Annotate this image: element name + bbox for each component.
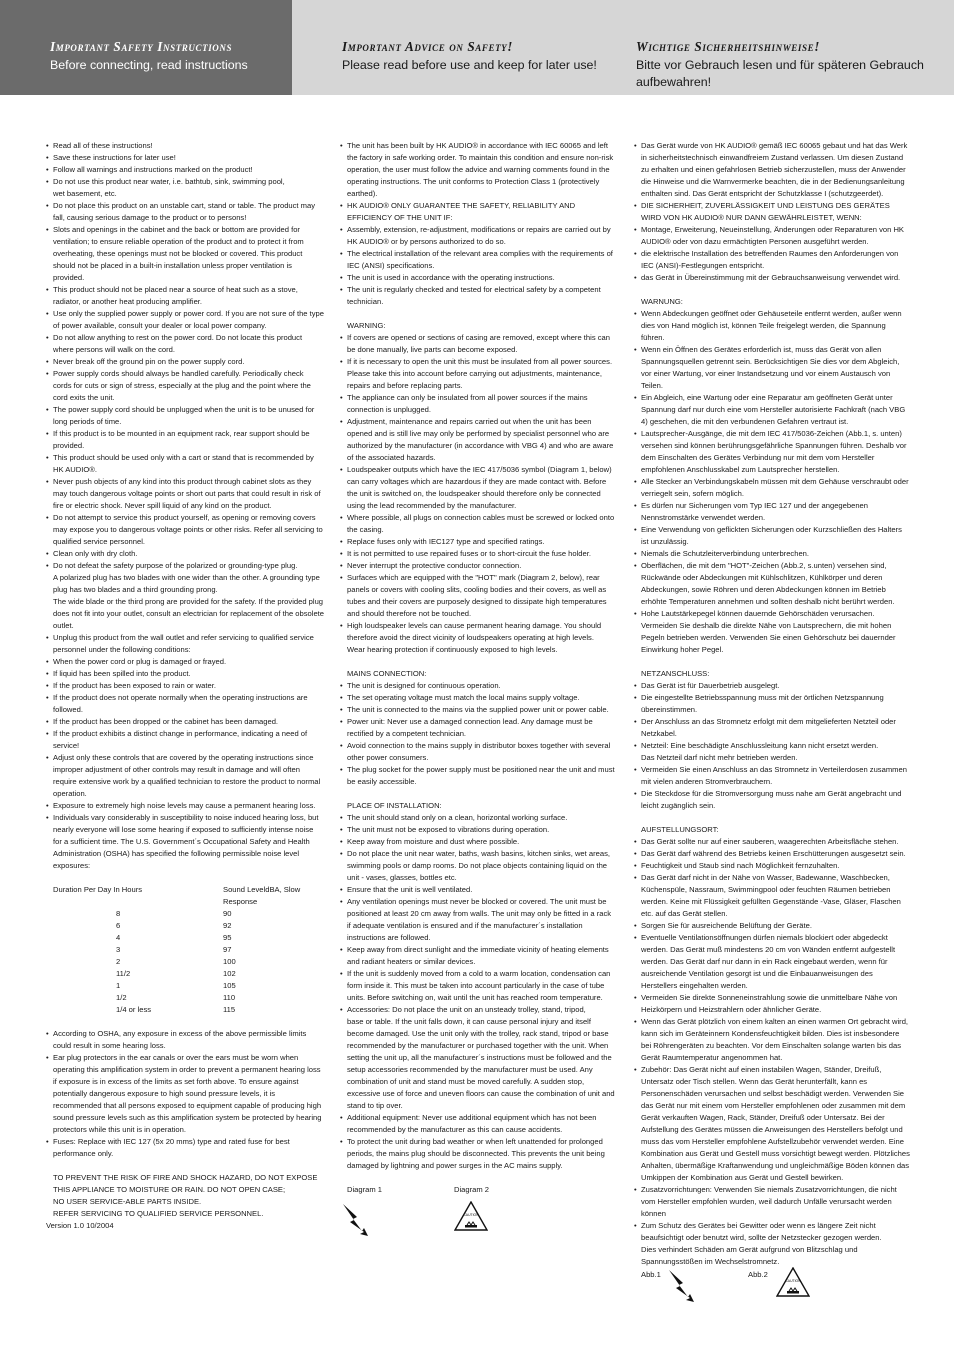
table-row	[53, 980, 324, 992]
level-cell: 92	[223, 921, 232, 930]
list-item: • The unit is used in accordance with the operating instructions.	[340, 272, 616, 284]
list-item: • The unit has been built by HK AUDIO® in accordance with IEC 60065 and left the factory in safe working order. To maintain this condition and ensure non-risk operation, the user must follow the advice and warning comments found in the operating instructions. The unit conforms to Protection Class 1 (protectively earthed).	[340, 140, 616, 200]
header-en2	[292, 0, 624, 95]
table-header-level: Sound LeveldBA, Slow Response	[223, 885, 301, 906]
list-item: • Do not place the unit near water, baths, wash basins, kitchen sinks, wet areas, swimming pools or damp rooms. Do not place objects containing liquid on the unit - vases, glasses, bottles etc.	[340, 848, 616, 884]
list-item: • The plug socket for the power supply must be positioned near the unit and must be easily accessible.	[340, 764, 616, 788]
table-row	[53, 956, 324, 968]
duration-cell: 1/2	[116, 993, 127, 1002]
list-item: • Niemals die Schutzleiterverbindung unterbrechen.	[634, 548, 910, 560]
warning-list-de	[634, 308, 910, 656]
level-cell: 90	[223, 909, 232, 918]
version-label: Version 1.0 10/2004	[46, 1221, 114, 1230]
list-item: • Die eingestellte Betriebsspannung muss mit der örtlichen Netzspannung übereinstimmen.	[634, 692, 910, 716]
column-english-advice	[340, 140, 616, 1172]
list-item: • Exposure to extremely high noise levels may cause a permanent hearing loss.	[46, 800, 324, 812]
level-cell: 115	[223, 1005, 236, 1014]
column-german-instructions	[634, 140, 910, 1268]
list-item: • When the power cord or plug is damaged or frayed.	[46, 656, 324, 668]
header-en	[0, 0, 292, 95]
instruction-list-2	[46, 1028, 324, 1160]
header-title: Important Advice on Safety!	[342, 39, 514, 54]
duration-cell: 4	[116, 933, 121, 942]
header-title: Important Safety Instructions	[50, 39, 233, 54]
list-item: • Avoid connection to the mains supply in distributor boxes together with several other power consumers.	[340, 740, 616, 764]
list-item: • Eventuelle Ventilationsöffnungen dürfen niemals blockiert oder abgedeckt werden. Das Gerät muß mindestens 20 cm von Wänden entfernt aufgestellt werden. Das Gerät darf nur dann in ein Rack eingebaut werden, wenn für ausreichende Ventilation gesorgt ist und die Einbauanweisungen des Herstellers eingehalten werden.	[634, 932, 910, 992]
place-heading-de: AUFSTELLUNGSORT:	[641, 825, 719, 834]
list-item: • If the product does not operate normally when the operating instructions are followed.	[46, 692, 324, 716]
lightning-bolt-icon	[666, 1266, 696, 1302]
list-item: • High loudspeaker levels can cause permanent hearing damage. You should therefore avoid the direct vicinity of loudspeakers operating at high levels. Wear hearing protection if continuously exposed to high levels.	[340, 620, 616, 656]
list-item: • The electrical installation of the relevant area complies with the requirements of IEC (ANSI) specifications.	[340, 248, 616, 272]
list-item: • Any ventilation openings must never be blocked or covered. The unit must be positioned at least 20 cm away from walls. The unit may only be fitted in a rack if adequate ventilation is ensured and if the manufacturer´s installation instructions are followed.	[340, 896, 616, 944]
list-item: • Wenn Abdeckungen geöffnet oder Gehäuseteile entfernt werden, außer wenn dies von Hand möglich ist, können Teile freigelegt werden, die Spannung führen.	[634, 308, 910, 344]
diagram-2-label: Diagram 2	[454, 1185, 490, 1194]
list-item: • If this product is to be mounted in an equipment rack, rear support should be provided.	[46, 428, 324, 452]
list-item: • Die Steckdose für die Stromversorgung muss nahe am Gerät angebracht und leicht zugänglich sein.	[634, 788, 910, 812]
list-item: • Never break off the ground pin on the power supply cord.	[46, 356, 324, 368]
list-item: • Das Gerät darf während des Betriebs keinen Erschütterungen ausgesetzt sein.	[634, 848, 910, 860]
list-item: • Power supply cords should always be handled carefully. Periodically check cords for cuts or sign of stress, especially at the plug and the point where the cord exits the unit.	[46, 368, 324, 404]
svg-text:CAUTION: CAUTION	[463, 1213, 479, 1217]
list-item: • Zusatzvorrichtungen: Verwenden Sie niemals Zusatzvorrichtungen, die nicht vom Hersteller empfohlen wurden, weil dadurch Unfälle verursacht werden können	[634, 1184, 910, 1220]
column-english-instructions	[46, 140, 324, 1232]
fire-shock-warning: TO PREVENT THE RISK OF FIRE AND SHOCK HAZARD, DO NOT EXPOSE THIS APPLIANCE TO MOISTURE OR RAIN. DO NOT OPEN CASE; NO USER SERVICE-ABLE PARTS INSIDE. REFER SERVICING TO QUALIFIED SERVICE PERSONNEL.	[53, 1173, 318, 1218]
table-header-duration: Duration Per Day In Hours	[53, 885, 143, 894]
table-header-row	[53, 884, 324, 908]
intro-list-de	[634, 140, 910, 284]
warning-heading-de: WARNUNG:	[641, 297, 683, 306]
instruction-list	[46, 140, 324, 872]
list-item: • Das Gerät ist für Dauerbetrieb ausgelegt.	[634, 680, 910, 692]
header-subtitle: Bitte vor Gebrauch lesen und für späteren Gebrauch aufbewahren!	[636, 58, 924, 89]
abb-1-label: Abb.1	[641, 1270, 661, 1279]
level-cell: 105	[223, 981, 236, 990]
list-item: • Clean only with dry cloth.	[46, 548, 324, 560]
duration-cell: 3	[116, 945, 121, 954]
list-item: • Eine Verwendung von geflickten Sicherungen oder Kurzschließen des Halters ist unzulässig.	[634, 524, 910, 548]
table-row	[53, 944, 324, 956]
list-item: • If the product has been dropped or the cabinet has been damaged.	[46, 716, 324, 728]
list-item: • Adjust only these controls that are covered by the operating instructions since improper adjustment of other controls may result in damage and will often require extensive work by a qualified technician to restore the product to normal operation.	[46, 752, 324, 800]
list-item: • Power unit: Never use a damaged connection lead. Any damage must be rectified by a competent technician.	[340, 716, 616, 740]
list-item: • This product should not be placed near a source of heat such as a stove, radiator, or another heat producing amplifier.	[46, 284, 324, 308]
list-item: • Do not defeat the safety purpose of the polarized or grounding-type plug. A polarized plug has two blades with one wider than the other. A grounding type plug has two blades and a third grounding prong. The wide blade or the third prong are provided for the safety. If the provided plug does not fit into your outlet, consult an electrician for replacement of the obsolete outlet.	[46, 560, 324, 632]
hot-surface-warning-icon	[776, 1267, 810, 1297]
list-item: • Zum Schutz des Gerätes bei Gewitter oder wenn es längere Zeit nicht beaufsichtigt oder benutzt wird, sollte der Netzstecker gezogen werden. Dies verhindert Schäden am Gerät aufgrund von Blitzschlag und Spannungsstößen im Wechselstromnetz.	[634, 1220, 910, 1268]
list-item: • die elektrische Installation des betreffenden Raumes den Anforderungen von IEC (ANSI)-Festlegungen entspricht.	[634, 248, 910, 272]
list-item: • Follow all warnings and instructions marked on the product!	[46, 164, 324, 176]
duration-cell: 1/4 or less	[116, 1005, 152, 1014]
list-item: • Do not use this product near water, i.e. bathtub, sink, swimming pool, wet basement, etc.	[46, 176, 324, 200]
level-cell: 95	[223, 933, 232, 942]
table-row	[53, 992, 324, 1004]
list-item: • Montage, Erweiterung, Neueinstellung, Änderungen oder Reparaturen von HK AUDIO® oder von dazu ermächtigten Personen ausgeführt werden.	[634, 224, 910, 248]
list-item: • Additional equipment: Never use additional equipment which has not been recommended by the manufacturer as this can cause accidents.	[340, 1112, 616, 1136]
list-item: • If the product has been exposed to rain or water.	[46, 680, 324, 692]
header-subtitle: Please read before use and keep for later use!	[342, 58, 597, 72]
list-item: • Der Anschluss an das Stromnetz erfolgt mit dem mitgelieferten Netzteil oder Netzkabel.	[634, 716, 910, 740]
list-item: • Vermeiden Sie direkte Sonneneinstrahlung sowie die unmittelbare Nähe von Heizkörpern und Heizstrahlern oder ähnlicher Geräte.	[634, 992, 910, 1016]
lightning-bolt-icon	[340, 1200, 370, 1236]
list-item: • If the unit is suddenly moved from a cold to a warm location, condensation can form inside it. This must be taken into account particularly in the case of tube units. Before switching on, wait until the unit has reached room temperature.	[340, 968, 616, 1004]
list-item: • Unplug this product from the wall outlet and refer servicing to qualified service personnel under the following conditions:	[46, 632, 324, 656]
list-item: • If the product exhibits a distinct change in performance, indicating a need of service!	[46, 728, 324, 752]
mains-heading-de: NETZANSCHLUSS:	[641, 669, 710, 678]
hot-surface-warning-icon	[454, 1201, 488, 1231]
place-list-de	[634, 836, 910, 1268]
duration-cell: 1	[116, 981, 121, 990]
list-item: • To protect the unit during bad weather or when left unattended for prolonged periods, the mains plug should be disconnected. This prevents the unit being damaged by lightning and power surges in the AC mains supply.	[340, 1136, 616, 1172]
header-de	[624, 0, 954, 95]
diagram-1-label: Diagram 1	[347, 1185, 383, 1194]
level-cell: 100	[223, 957, 236, 966]
list-item: • If it is necessary to open the unit this must be insulated from all power sources. Please take this into account before carrying out adjustments, maintenance, repairs and before replacing parts.	[340, 356, 616, 392]
list-item: • Keep away from moisture and dust where possible.	[340, 836, 616, 848]
list-item: • Keep away from direct sunlight and the immediate vicinity of heating elements and radiant heaters or similar devices.	[340, 944, 616, 968]
list-item: • The power supply cord should be unplugged when the unit is to be unused for long periods of time.	[46, 404, 324, 428]
list-item: • Replace fuses only with IEC127 type and specified ratings.	[340, 536, 616, 548]
list-item: • Das Gerät darf nicht in der Nähe von Wasser, Badewanne, Waschbecken, Küchenspüle, Nassraum, Swimmingpool oder feuchten Räumen betrieben werden. Keine mit Flüssigkeit gefüllten Gegenstände -Vase, Gläser, Flaschen etc. auf das Gerät stellen.	[634, 872, 910, 920]
warning-heading: WARNING:	[347, 321, 386, 330]
list-item: • Do not place this product on an unstable cart, stand or table. The product may fall, causing serious damage to the product or to persons!	[46, 200, 324, 224]
list-item: • Do not allow anything to rest on the power cord. Do not locate this product where persons will walk on the cord.	[46, 332, 324, 356]
list-item: • If liquid has been spilled into the product.	[46, 668, 324, 680]
list-item: • Ensure that the unit is well ventilated.	[340, 884, 616, 896]
list-item: • Sorgen Sie für ausreichende Belüftung der Geräte.	[634, 920, 910, 932]
mains-heading: MAINS CONNECTION:	[347, 669, 427, 678]
list-item: • Assembly, extension, re-adjustment, modifications or repairs are carried out by HK AUDIO® or by persons authorized to do so.	[340, 224, 616, 248]
intro-list	[340, 140, 616, 308]
list-item: • Fuses: Replace with IEC 127 (5x 20 mms) type and rated fuse for best performance only.	[46, 1136, 324, 1160]
list-item: • Wenn ein Öffnen des Gerätes erforderlich ist, muss das Gerät von allen Spannungsquellen getrennt sein. Berücksichtigen Sie dies vor dem Abgleich, vor einer Wartung, vor einer Instandsetzung und vor einem Austausch von Teilen.	[634, 344, 910, 392]
list-item: • DIE SICHERHEIT, ZUVERLÄSSIGKEIT UND LEISTUNG DES GERÄTES WIRD VON HK AUDIO® NUR DANN GEWÄHRLEISTET, WENN:	[634, 200, 910, 224]
list-item: • Save these instructions for later use!	[46, 152, 324, 164]
list-item: • Where possible, all plugs on connection cables must be screwed or locked onto the casing.	[340, 512, 616, 536]
duration-cell: 6	[116, 921, 121, 930]
list-item: • The unit is connected to the mains via the supplied power unit or power cable.	[340, 704, 616, 716]
warning-list	[340, 332, 616, 656]
list-item: • The set operating voltage must match the local mains supply voltage.	[340, 692, 616, 704]
list-item: • Loudspeaker outputs which have the IEC 417/5036 symbol (Diagram 1, below) can carry voltages which are hazardous if they are made contact with. Before the unit is switched on, the loudspeaker should therefore only be connected using the lead recommended by the manufacturer.	[340, 464, 616, 512]
table-row	[53, 920, 324, 932]
list-item: • das Gerät in Übereinstimmung mit der Gebrauchsanweisung verwendet wird.	[634, 272, 910, 284]
list-item: • Read all of these instructions!	[46, 140, 324, 152]
list-item: • Das Gerät wurde von HK AUDIO® gemäß IEC 60065 gebaut und hat das Werk in sicherheitstechnisch einwandfreiem Zustand verlassen. Um diesen Zustand zu erhalten und einen gefahrlosen Betrieb sicherzustellen, muss der Anwender die Hinweise und die Warnvermerke beachten, die in der Bedienungsanleitung enthalten sind. Das Gerät entspricht der Schutzklasse I (schutzgeerdet).	[634, 140, 910, 200]
list-item: • Never push objects of any kind into this product through cabinet slots as they may touch dangerous voltage points or short out parts that could result in risk of fire or electric shock. Never spill liquid of any kind on the product.	[46, 476, 324, 512]
duration-cell: 2	[116, 957, 121, 966]
list-item: • Do not attempt to service this product yourself, as opening or removing covers may expose you to dangerous voltage points or other risks. Refer all servicing to qualified service personnel.	[46, 512, 324, 548]
list-item: • Slots and openings in the cabinet and the back or bottom are provided for ventilation; to ensure reliable operation of the product and to protect it from overheating, these openings must not be blocked or covered. This product should not be placed in a built-in installation unless proper ventilation is provided.	[46, 224, 324, 284]
list-item: • If covers are opened or sections of casing are removed, except where this can be done manually, live parts can become exposed.	[340, 332, 616, 356]
list-item: • Es dürfen nur Sicherungen vom Typ IEC 127 und der angegebenen Nennstromstärke verwendet werden.	[634, 500, 910, 524]
place-heading: PLACE OF INSTALLATION:	[347, 801, 442, 810]
list-item: • Feuchtigkeit und Staub sind nach Möglichkeit fernzuhalten.	[634, 860, 910, 872]
duration-cell: 8	[116, 909, 121, 918]
level-cell: 102	[223, 969, 236, 978]
mains-list	[340, 680, 616, 788]
list-item: • This product should be used only with a cart or stand that is recommended by HK AUDIO®.	[46, 452, 324, 476]
level-cell: 97	[223, 945, 232, 954]
list-item: • Vermeiden Sie einen Anschluss an das Stromnetz in Verteilerdosen zusammen mit vielen anderen Stromverbrauchern.	[634, 764, 910, 788]
table-row	[53, 968, 324, 980]
list-item: • Oberflächen, die mit dem "HOT"-Zeichen (Abb.2, s.unten) versehen sind, Rückwände oder Abdeckungen mit Kühlschlitzen, Kühlkörper und deren Abdeckungen, sowie Röhren und deren Abdeckungen können im Betrieb erhöhte Temperaturen annehmen und sollten deshalb nicht berührt werden.	[634, 560, 910, 608]
header-subtitle: Before connecting, read instructions	[50, 58, 248, 72]
list-item: • The appliance can only be insulated from all power sources if the mains connection is unplugged.	[340, 392, 616, 416]
list-item: • Netzteil: Eine beschädigte Anschlussleitung kann nicht ersetzt werden. Das Netzteil darf nicht mehr betrieben werden.	[634, 740, 910, 764]
list-item: • Ear plug protectors in the ear canals or over the ears must be worn when operating this amplification system in order to prevent a permanent hearing loss if exposure is in excess of the limits as set forth above. To ensure against potentially dangerous exposure to high sound pressure levels, it is recommended that all persons exposed to equipment capable of producing high sound pressure levels such as this amplification system be protected by hearing protectors while this unit is in operation.	[46, 1052, 324, 1136]
list-item: • Das Gerät sollte nur auf einer sauberen, waagerechten Arbeitsfläche stehen.	[634, 836, 910, 848]
list-item: • Individuals vary considerably in susceptibility to noise induced hearing loss, but nearly everyone will lose some hearing if exposed to sufficiently intense noise for a sufficient time. The U.S. Government´s Occupational Safety and Health Administration (OSHA) has specified the following permissible noise level exposures:	[46, 812, 324, 872]
list-item: • Zubehör: Das Gerät nicht auf einen instabilen Wagen, Ständer, Dreifuß, Untersatz oder Tisch stellen. Wenn das Gerät herunterfällt, kann es Personenschäden verursachen und selbst beschädigt werden. Verwenden Sie das Gerät nur mit einem vom Hersteller empfohlenen oder zusammen mit dem Gerät verkauften Wagen, Rack, Ständer, Dreifuß oder Untersatz. Bei der Aufstellung des Gerätes müssen die Anweisungen des Herstellers befolgt und muss das vom Hersteller empfohlene Aufstellzubehör verwendet werden. Eine Kombination aus Gerät und Gestell muss vorsichtigt bewegt werden. Plötzliches Anhalten, übermäßige Kraftanwendung und ungleichmäßige Böden können das Umkippen der Kombination aus Gerät und Gestell bewirken.	[634, 1064, 910, 1184]
list-item: • Use only the supplied power supply or power cord. If you are not sure of the type of power available, consult your dealer or local power company.	[46, 308, 324, 332]
place-list	[340, 812, 616, 1172]
list-item: • Adjustment, maintenance and repairs carried out when the unit has been opened and is still live may only be performed by specialist personnel who are authorized by the manufacturer (in accordance with VBG 4) and who are aware of the associated hazards.	[340, 416, 616, 464]
table-row	[53, 932, 324, 944]
list-item: • According to OSHA, any exposure in excess of the above permissible limits could result in some hearing loss.	[46, 1028, 324, 1052]
level-cell: 110	[223, 993, 236, 1002]
list-item: • The unit should stand only on a clean, horizontal working surface.	[340, 812, 616, 824]
table-row	[53, 1004, 324, 1016]
svg-text:CAUTION: CAUTION	[785, 1279, 801, 1283]
list-item: • Ein Abgleich, eine Wartung oder eine Reparatur am geöffneten Gerät unter Spannung darf nur durch eine vom Hersteller autorisierte Fachkraft (nach VBG 4) geschehen, die mit den verbundenen Gefahren vertraut ist.	[634, 392, 910, 428]
header-title: Wichtige Sicherheitshinweise!	[636, 39, 820, 54]
noise-exposure-table	[53, 884, 324, 1016]
list-item: • Wenn das Gerät plötzlich von einem kalten an einen warmen Ort gebracht wird, kann sich im Geräteinnern Kondensfeuchtigkeit bilden. Dies ist insbesondere bei Röhrengeräten zu beachten. Vor dem Einschalten solange warten bis das Gerät Raumtemperatur angenommen hat.	[634, 1016, 910, 1064]
list-item: • Accessories: Do not place the unit on an unsteady trolley, stand, tripod, base or table. If the unit falls down, it can cause personal injury and itself become damaged. Use the unit only with the trolley, rack stand, tripod or base recommended by the manufacturer or purchased together with the unit. When setting the unit up, all the manufacturer´s instructions must be followed and the setup accessories recommended by the manufacturer must be used. Any combination of unit and stand must be moved carefully. A sudden stop, excessive use of force and uneven floors can cause the combination of unit and stand to tip over.	[340, 1004, 616, 1112]
list-item: • HK AUDIO® ONLY GUARANTEE THE SAFETY, RELIABILITY AND EFFICIENCY OF THE UNIT IF:	[340, 200, 616, 224]
mains-list-de	[634, 680, 910, 812]
table-row	[53, 908, 324, 920]
list-item: • It is not permitted to use repaired fuses or to short-circuit the fuse holder.	[340, 548, 616, 560]
list-item: • Surfaces which are equipped with the "HOT" mark (Diagram 2, below), rear panels or covers with cooling slits, cooling bodies and their covers, as well as tubes and their covers are purposely designed to dissipate high temperatures and should therefore not be touched.	[340, 572, 616, 620]
list-item: • The unit must not be exposed to vibrations during operation.	[340, 824, 616, 836]
abb-2-label: Abb.2	[748, 1270, 768, 1279]
list-item: • Lautsprecher-Ausgänge, die mit dem IEC 417/5036-Zeichen (Abb.1, s. unten) versehen sind können berührungsgefährliche Spannungen führen. Deshalb vor dem Einschalten des Gerätes Verbindung nur mit dem vom Hersteller empfohlenen Anschlusskabel zum Lautsprecher herstellen.	[634, 428, 910, 476]
list-item: • The unit is regularly checked and tested for electrical safety by a competent technician.	[340, 284, 616, 308]
list-item: • Hohe Lautstärkepegel können dauernde Gehörschäden verursachen. Vermeiden Sie deshalb die direkte Nähe von Lautsprechern, die mit hohen Pegeln betrieben werden. Verwenden Sie einen Gehörschutz bei dauernder Einwirkung hoher Pegel.	[634, 608, 910, 656]
list-item: • Never interrupt the protective conductor connection.	[340, 560, 616, 572]
list-item: • The unit is designed for continuous operation.	[340, 680, 616, 692]
list-item: • Alle Stecker an Verbindungskabeln müssen mit dem Gehäuse verschraubt oder verriegelt sein, sofern möglich.	[634, 476, 910, 500]
duration-cell: 11/2	[116, 969, 131, 978]
